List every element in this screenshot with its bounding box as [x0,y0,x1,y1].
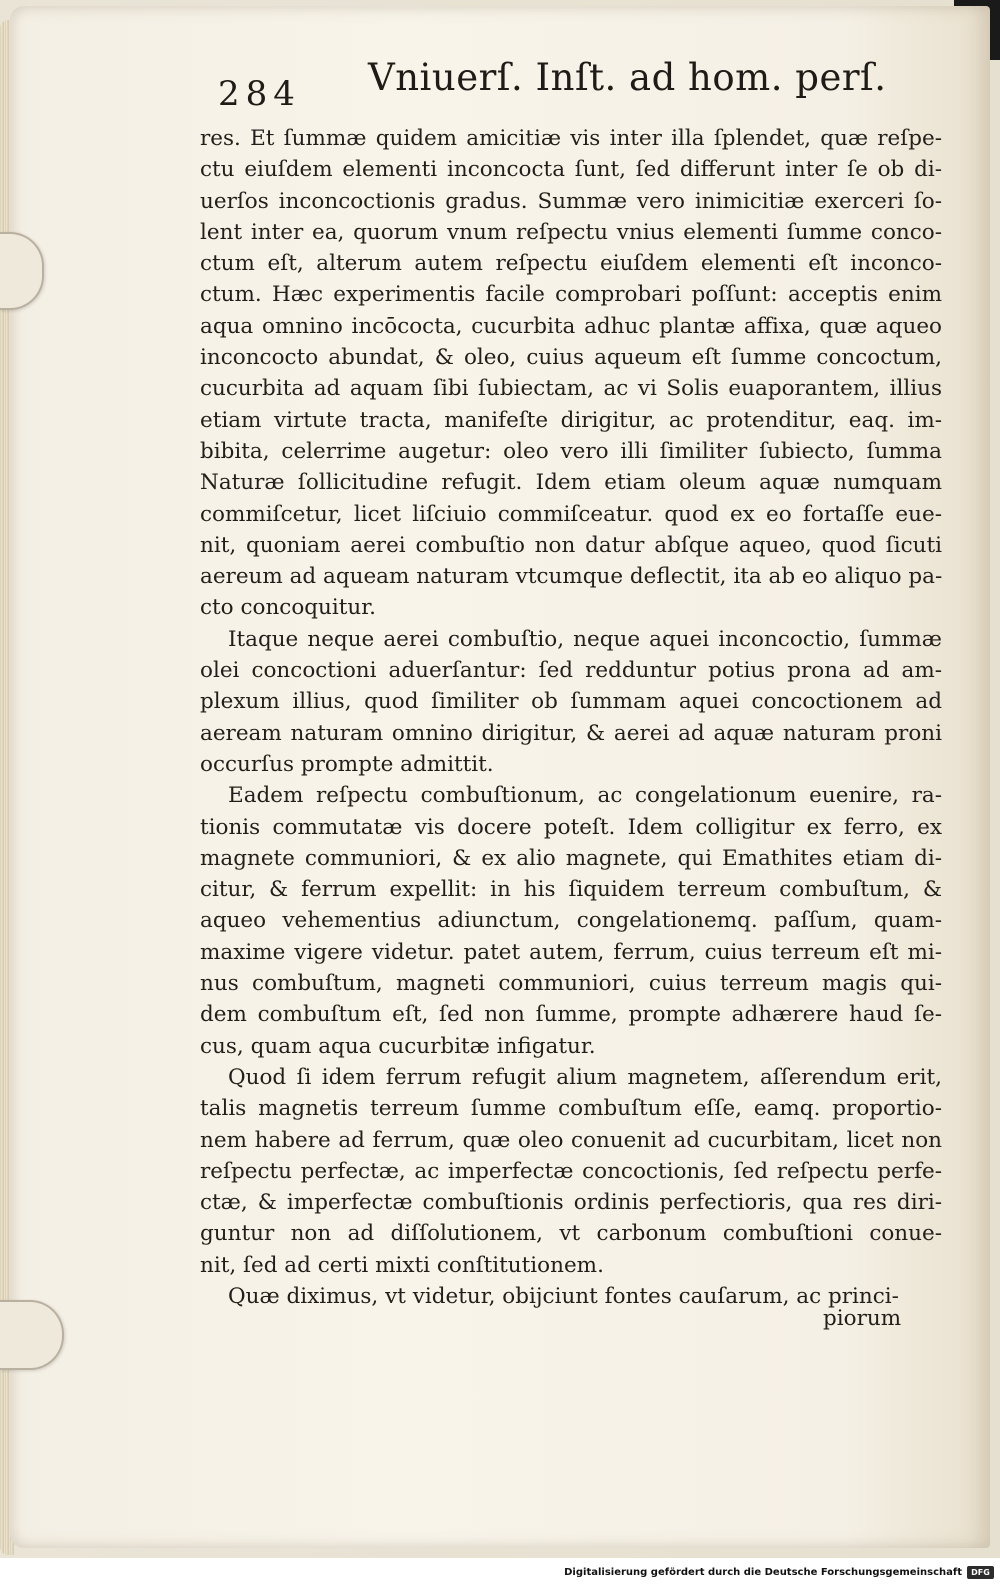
text-line: ctæ, & imperfectæ combuſtionis ordinis perfectioris, qua res diri- [200,1190,942,1216]
text-line: inconcocto abundat, & oleo, cuius aqueum eſt ſumme concoctum, [200,345,942,371]
text-line: olei concoctioni aduerſantur: ſed redduntur potius prona ad am- [200,658,942,684]
text-line: lent inter ea, quorum vnum reſpectu vnius elementi ſumme conco- [200,219,942,245]
text-line: nit, quoniam aerei combuſtio non datur abſque aqueo, quod ſicuti [200,532,942,558]
text-line: reſpectu perfectæ, ac imperfectæ concoctionis, ſed reſpectu perfe- [200,1158,942,1184]
text-line: ctum. Hæc experimentis facile comprobari poſſunt: acceptis enim [200,282,942,308]
page-number: 284 [218,74,301,114]
text-line: ctu eiuſdem elementi inconcocta ſunt, ſed differunt inter ſe ob di- [200,157,942,183]
text-line: Quod ſi idem ferrum refugit alium magnetem, aſſerendum erit, [228,1064,942,1090]
text-line: uerſos inconcoctionis gradus. Summæ vero inimicitiæ exerceri ſo- [200,188,942,214]
text-line: magnete communiori, & ex alio magnete, qui Emathites etiam di- [200,845,942,871]
text-line: maxime vigere videtur. patet autem, ferrum, cuius terreum eſt mi- [200,939,942,965]
text-line: aeream naturam omnino dirigitur, & aerei ad aquæ naturam proni [200,720,942,746]
text-line: aqueo vehementius adiunctum, congelationemq. paſſum, quam- [200,908,942,934]
text-line: talis magnetis terreum ſumme combuſtum eſſe, eamq. proportio- [200,1096,942,1122]
text-line: plexum illius, quod ſimiliter ob ſummam aquei concoctionem ad [200,689,942,715]
paragraph [200,123,942,624]
paragraph [200,624,942,780]
text-line: nit, ſed ad certi mixti conſtitutionem. [200,1252,604,1278]
text-line: Quæ diximus, vt videtur, obijciunt fontes cauſarum, ac princi- [228,1283,899,1309]
paragraph [200,780,942,1062]
text-line: tionis commutatæ vis docere poteſt. Idem colligitur ex ferro, ex [200,814,942,840]
text-line: commiſcetur, licet liſciuio commiſceatur. quod ex eo fortaſſe eue- [200,501,942,527]
body-text [200,123,942,1312]
text-line: cus, quam aqua cucurbitæ infigatur. [200,1033,596,1059]
catchword: piorum [823,1306,902,1331]
text-line: ctum eſt, alterum autem reſpectu eiuſdem elementi eſt inconco- [200,251,942,277]
paragraph [200,1062,942,1281]
text-line: bibita, celerrime augetur: oleo vero illi ſimiliter ſubiecto, ſumma [200,438,942,464]
text-line: Naturæ ſollicitudine refugit. Idem etiam oleum aquæ numquam [200,470,942,496]
text-line: etiam virtute tracta, manifeſte dirigitur, ac protenditur, eaq. im- [200,407,942,433]
page-header [218,52,887,114]
page-tab-marker [0,1300,64,1370]
text-line: Eadem reſpectu combuſtionum, ac congelationum euenire, ra- [228,783,942,809]
funding-credit: Digitalisierung gefördert durch die Deutsche Forschungsgemeinschaft [564,1567,962,1578]
text-line: occurſus prompte admittit. [200,751,494,777]
text-line: aqua omnino incōcocta, cucurbita adhuc plantæ affixa, quæ aqueo [200,313,942,339]
text-line: citur, & ferrum expellit: in his ſiquidem terreum combuſtum, & [200,877,942,903]
running-title: Vniuerſ. Inſt. ad hom. perſ. [368,56,887,99]
text-line: nem habere ad ferrum, quæ oleo conuenit ad cucurbitam, licet non [200,1127,942,1153]
text-line: cucurbita ad aquam ſibi ſubiectam, ac vi Solis euaporantem, illius [200,376,942,402]
text-line: aereum ad aqueam naturam vtcumque deflectit, ita ab eo aliquo pa- [200,564,943,590]
text-line: cto concoquitur. [200,595,376,621]
text-line: dem combuſtum eſt, ſed non ſumme, prompte adhærere haud ſe- [200,1002,942,1028]
text-line: res. Et ſummæ quidem amicitiæ vis inter illa ſplendet, quæ reſpe- [200,126,942,151]
text-line: Itaque neque aerei combuſtio, neque aquei inconcoctio, ſummæ [228,626,942,652]
text-line: guntur non ad diſſolutionem, vt carbonum combuſtioni conue- [200,1221,942,1247]
text-line: nus combuſtum, magneti communiori, cuius terreum magis qui- [200,971,942,997]
dfg-logo-icon: DFG [967,1566,994,1579]
digitization-footer [0,1558,1000,1590]
